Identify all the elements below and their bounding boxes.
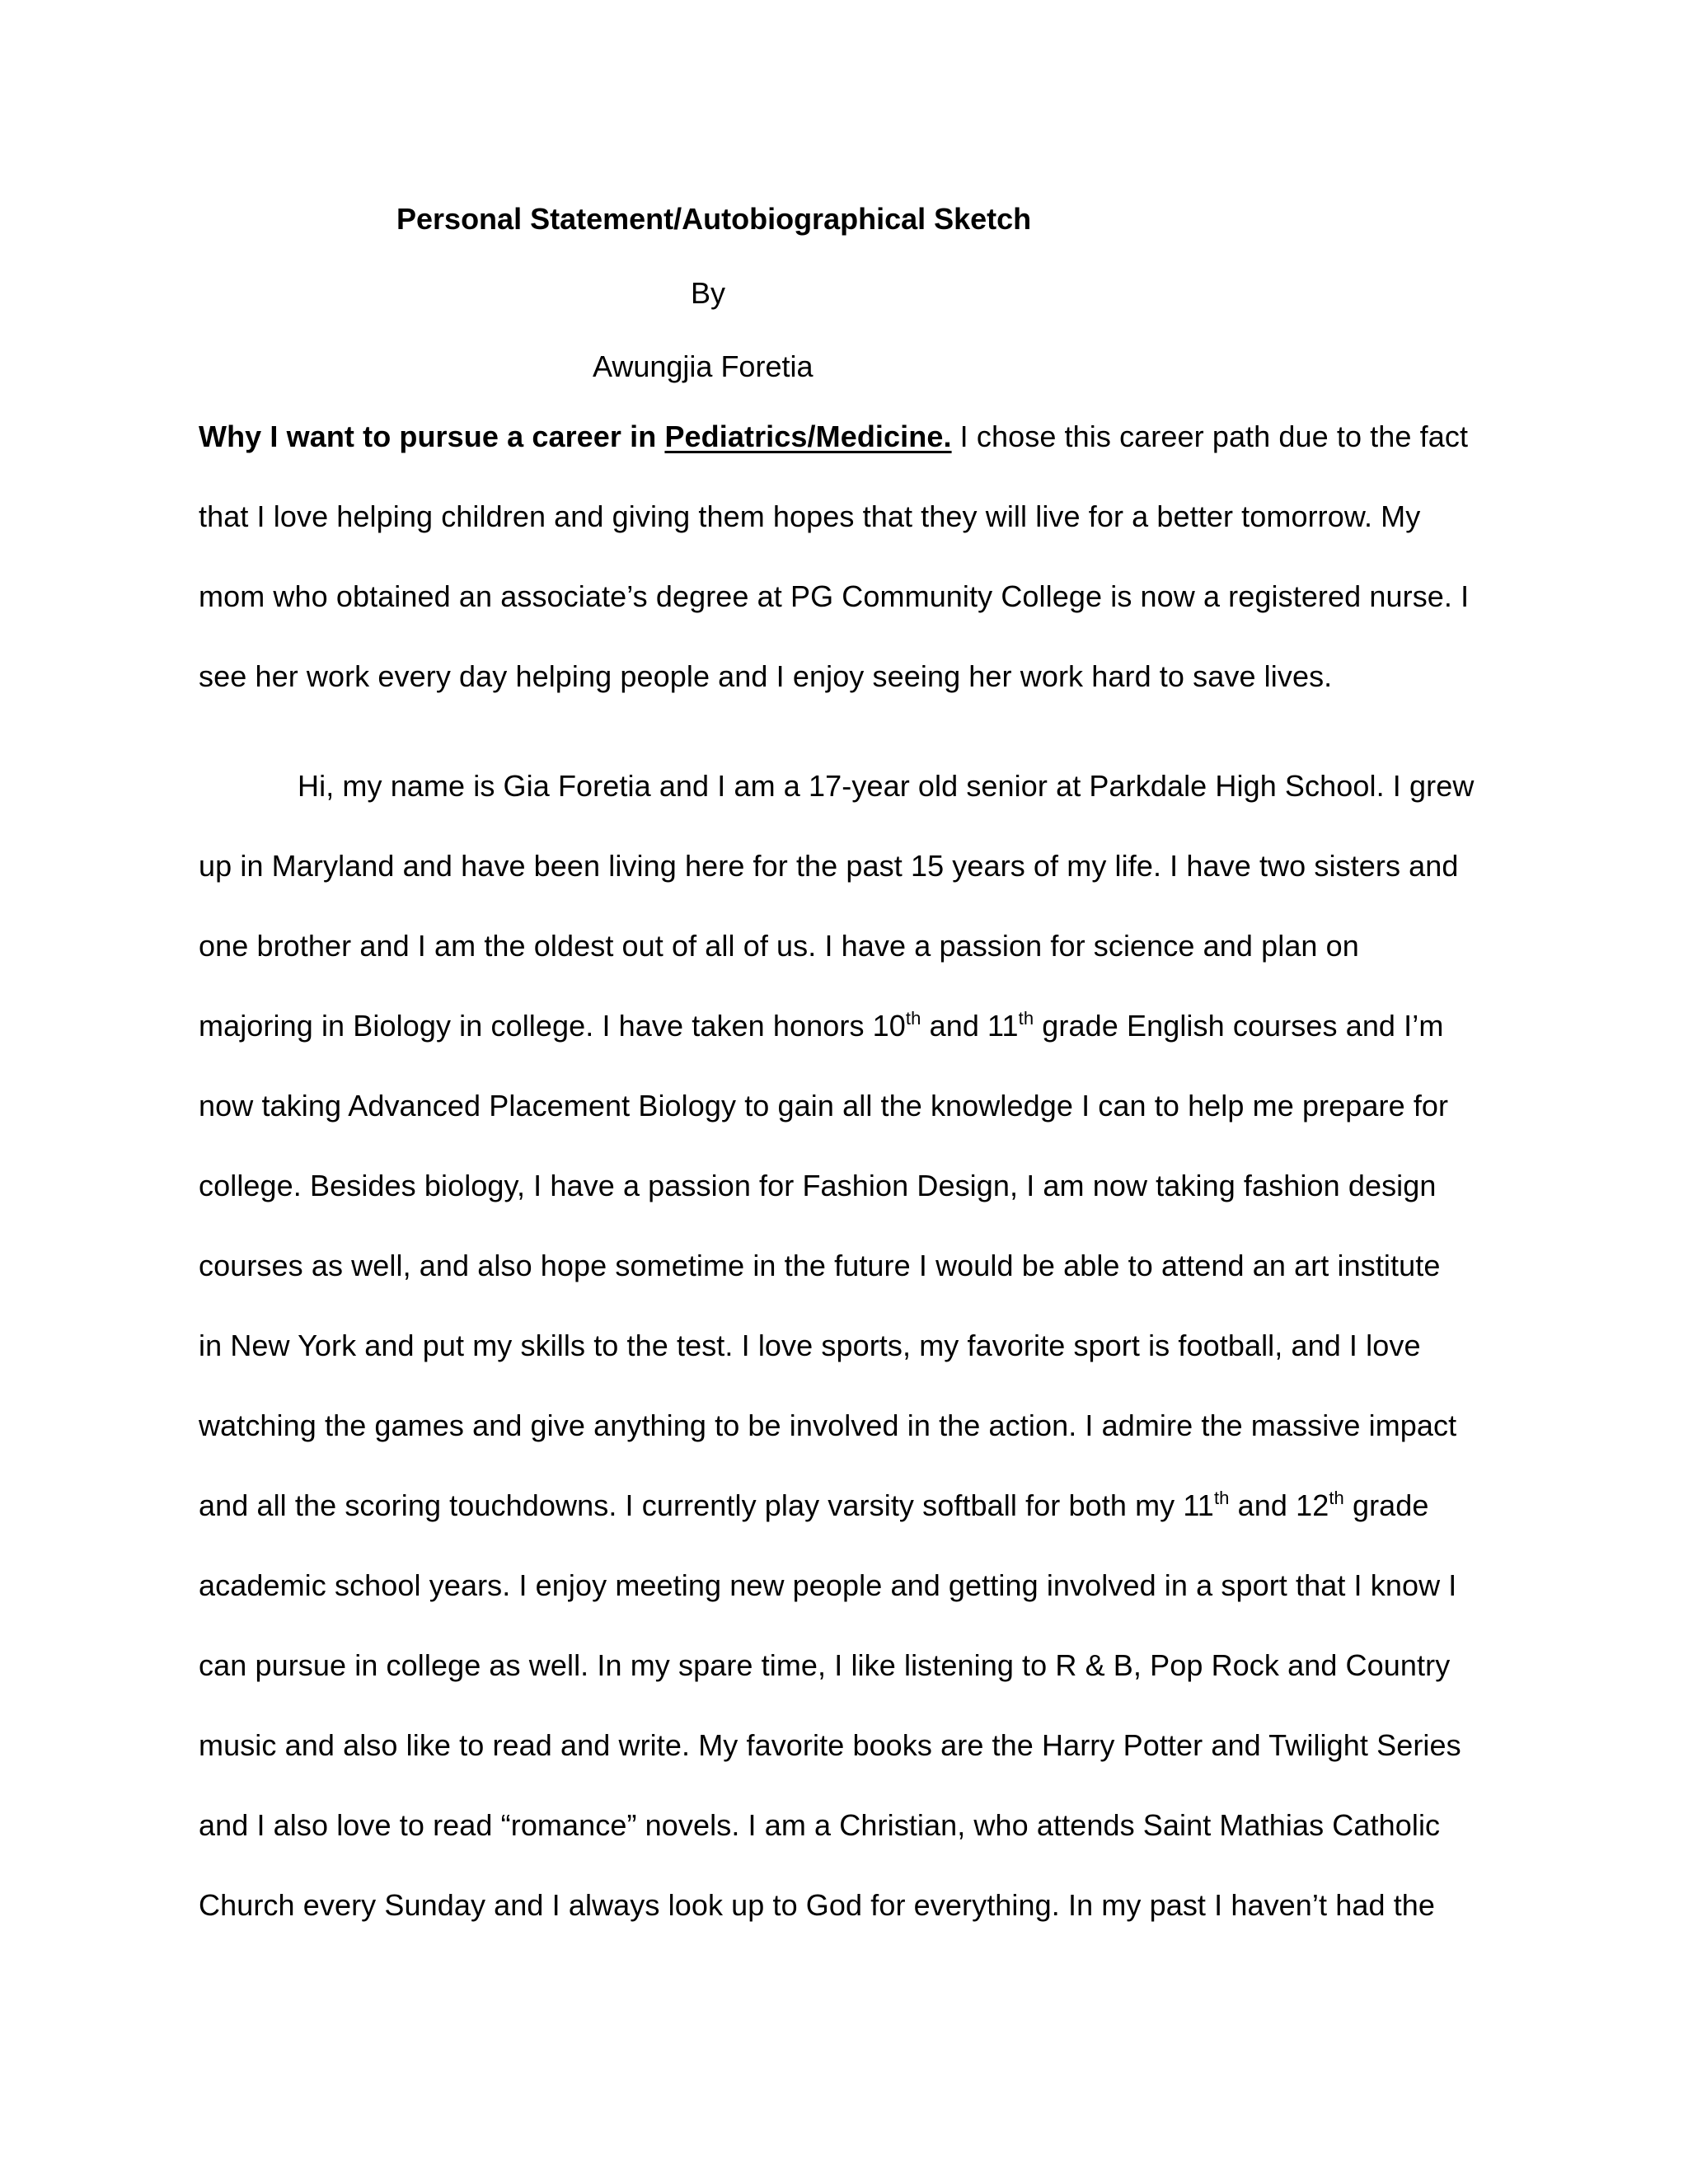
- intro-line-4: see her work every day helping people and I enjoy seeing her work hard to save lives.: [199, 659, 1333, 693]
- para2-line-12: can pursue in college as well. In my spare time, I like listening to R & B, Pop Rock and Country: [199, 1648, 1451, 1682]
- para2-line-4-c: grade English courses and I’m: [1034, 1009, 1444, 1043]
- para2-line-11: academic school years. I enjoy meeting new people and getting involved in a sport that I know I: [199, 1568, 1457, 1602]
- para2-line-7: courses as well, and also hope sometime in the future I would be able to attend an art institute: [199, 1249, 1441, 1282]
- author-name: Awungjia Foretia: [593, 349, 814, 383]
- para2-line-10-a: and all the scoring touchdowns. I currently play varsity softball for both my 11: [199, 1488, 1214, 1522]
- superscript-th: th: [1213, 1488, 1230, 1508]
- intro-line-1: [199, 419, 1493, 455]
- intro-line-1-rest: I chose this career path due to the fact: [951, 419, 1469, 453]
- para2-line-4-b: and 11: [921, 1009, 1019, 1043]
- intro-line-3: mom who obtained an associate’s degree at PG Community College is now a registered nurse. I: [199, 579, 1470, 613]
- intro-lead-bold: Why I want to pursue a career in: [199, 419, 665, 453]
- para2-line-9: watching the games and give anything to be involved in the action. I admire the massive impact: [199, 1408, 1457, 1442]
- para2-line-10: [199, 1488, 1493, 1524]
- document-title: Personal Statement/Autobiographical Sketch: [396, 202, 1032, 236]
- para2-line-3: one brother and I am the oldest out of all of us. I have a passion for science and plan on: [199, 929, 1359, 963]
- para2-line-4-a: majoring in Biology in college. I have taken honors 10: [199, 1009, 906, 1043]
- para2-line-4: [199, 1008, 1493, 1044]
- para2-line-2: up in Maryland and have been living here for the past 15 years of my life. I have two sisters and: [199, 849, 1459, 883]
- para2-line-8: in New York and put my skills to the test. I love sports, my favorite sport is football, and I love: [199, 1329, 1421, 1362]
- para2-line-13: music and also like to read and write. My favorite books are the Harry Potter and Twilight Series: [199, 1728, 1461, 1762]
- para2-line-15: Church every Sunday and I always look up to God for everything. In my past I haven’t had the: [199, 1888, 1436, 1922]
- superscript-th: th: [905, 1008, 921, 1029]
- intro-career-underlined: Pediatrics/Medicine.: [664, 419, 952, 453]
- superscript-th: th: [1018, 1008, 1034, 1029]
- para2-line-6: college. Besides biology, I have a passion for Fashion Design, I am now taking fashion design: [199, 1169, 1437, 1202]
- superscript-th: th: [1329, 1488, 1344, 1508]
- para2-line-5: now taking Advanced Placement Biology to gain all the knowledge I can to help me prepare for: [199, 1089, 1449, 1122]
- byline-label: By: [691, 276, 726, 310]
- para2-line-10-b: and 12: [1229, 1488, 1329, 1522]
- para2-line-10-c: grade: [1343, 1488, 1429, 1522]
- para2-line-14: and I also love to read “romance” novels. I am a Christian, who attends Saint Mathias Catholic: [199, 1808, 1441, 1842]
- intro-line-2: that I love helping children and giving them hopes that they will live for a better tomorrow. My: [199, 499, 1421, 533]
- para2-line-1: Hi, my name is Gia Foretia and I am a 17-year old senior at Parkdale High School. I grew: [298, 769, 1475, 803]
